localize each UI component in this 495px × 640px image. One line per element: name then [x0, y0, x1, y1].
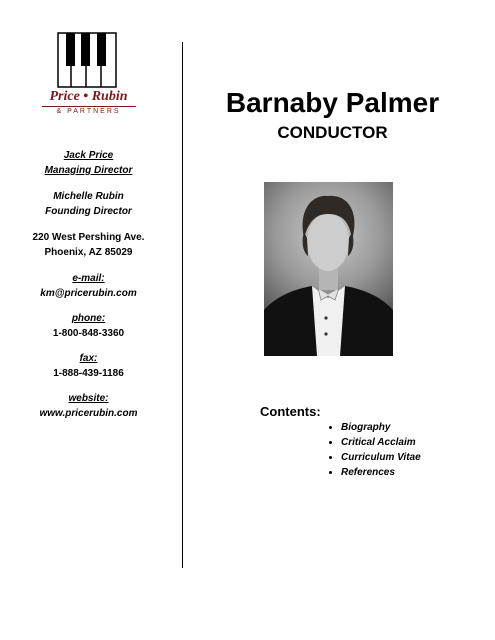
contents-title: Contents:: [260, 404, 321, 419]
phone-label: phone:: [71, 313, 106, 324]
logo-partners: & PARTNERS: [56, 108, 121, 115]
email-label: e-mail:: [72, 273, 105, 284]
artist-name: Barnaby Palmer: [225, 87, 440, 118]
logo-name: Price • Rubin: [49, 89, 128, 104]
contents-item-biography[interactable]: • Biography: [341, 420, 421, 435]
vertical-divider: [182, 42, 183, 568]
fax-number: 1-888-439-1186: [53, 368, 124, 379]
contents-item-critical-acclaim[interactable]: • Critical Acclaim: [341, 435, 421, 450]
artist-role: CONDUCTOR: [277, 123, 388, 142]
phone-number: 1-800-848-3360: [52, 328, 125, 339]
contact-michelle-rubin: [12, 189, 165, 219]
michelle-rubin-name: Michelle Rubin: [53, 191, 124, 202]
portrait-illustration: [264, 182, 393, 356]
address-line-2: Phoenix, AZ 85029: [44, 247, 133, 258]
logo-rule: [42, 106, 136, 107]
jack-price-title: Managing Director: [44, 165, 133, 176]
portrait-photo: [264, 182, 393, 356]
piano-keys-logo-mark: [57, 32, 117, 88]
fax-block: [12, 351, 165, 381]
jack-price-name: Jack Price: [63, 150, 114, 161]
website-link[interactable]: www.pricerubin.com: [39, 408, 138, 419]
email-block: [12, 271, 165, 301]
price-rubin-logo[interactable]: [34, 30, 144, 126]
fax-label: fax:: [79, 353, 98, 364]
contents-item-references[interactable]: • References: [341, 465, 421, 480]
address: [12, 230, 165, 260]
michelle-rubin-title: Founding Director: [45, 206, 132, 217]
website-block: [12, 391, 165, 421]
email-link[interactable]: km@pricerubin.com: [40, 288, 137, 299]
website-label: website:: [68, 393, 109, 404]
contents-list: [328, 420, 421, 480]
address-line-1: 220 West Pershing Ave.: [32, 232, 145, 243]
contact-jack-price: [12, 148, 165, 178]
sidebar: [12, 30, 165, 421]
contents-item-curriculum-vitae[interactable]: • Curriculum Vitae: [341, 450, 421, 465]
phone-block: [12, 311, 165, 341]
